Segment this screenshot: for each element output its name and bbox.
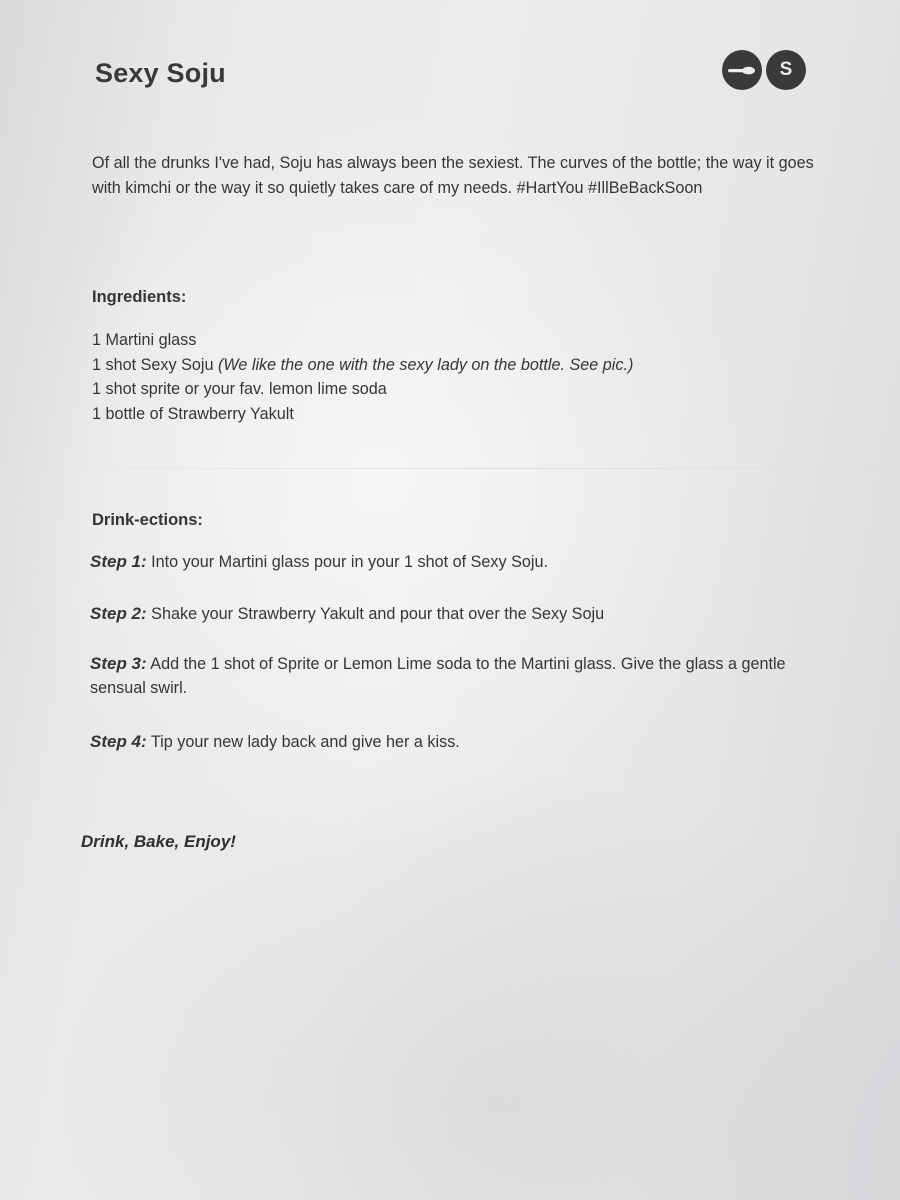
ingredient-item [92, 377, 633, 402]
step-1 [90, 550, 825, 574]
step-4 [90, 730, 825, 754]
directions-heading: Drink-ections: [92, 511, 203, 529]
step-text: Shake your Strawberry Yakult and pour that over the Sexy Soju [146, 605, 605, 623]
step-label: Step 4: [90, 732, 147, 751]
step-label: Step 1: [90, 552, 147, 571]
step-text: Into your Martini glass pour in your 1 shot of Sexy Soju. [146, 553, 548, 571]
ingredients-heading: Ingredients: [92, 288, 187, 306]
step-3 [90, 652, 825, 700]
letter-s-disc-icon [766, 50, 806, 90]
step-label: Step 2: [90, 604, 147, 623]
brand-logo [722, 50, 806, 90]
logo-letter: S [779, 59, 793, 80]
step-label: Step 3: [90, 654, 147, 673]
spoon-disc-icon [722, 50, 762, 90]
paper-fold-line [0, 468, 900, 469]
ingredient-item [92, 353, 633, 378]
page-title: Sexy Soju [95, 58, 226, 88]
ingredient-list [92, 328, 633, 426]
step-2 [90, 602, 825, 626]
ingredient-item [92, 328, 633, 353]
signoff: Drink, Bake, Enjoy! [81, 832, 236, 851]
step-text: Add the 1 shot of Sprite or Lemon Lime soda to the Martini glass. Give the glass a gentle sensual swirl. [90, 655, 786, 697]
ingredient-text: 1 bottle of Strawberry Yakult [92, 404, 294, 423]
ingredient-text: 1 shot Sexy Soju [92, 355, 218, 374]
ingredient-note: (We like the one with the sexy lady on the bottle. See pic.) [217, 355, 634, 374]
ingredient-item [92, 402, 633, 427]
ingredient-text: 1 Martini glass [92, 331, 197, 349]
ingredient-text: 1 shot sprite or your fav. lemon lime soda [92, 380, 387, 398]
intro-paragraph: Of all the drunks I've had, Soju has always been the sexiest. The curves of the bottle; the way it goes with kimchi or the way it so quietly takes care of my needs. #HartYou #IllBeBackSoon [92, 154, 814, 197]
step-text: Tip your new lady back and give her a kiss. [146, 733, 460, 751]
